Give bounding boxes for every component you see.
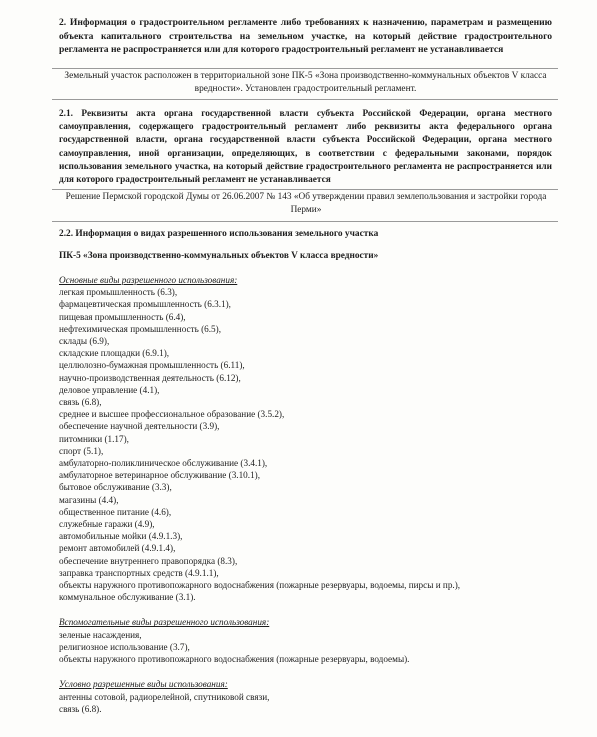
list-item: связь (6.8). xyxy=(59,703,102,714)
aux-uses-list xyxy=(59,629,552,666)
list-item: пищевая промышленность (6.4), xyxy=(59,311,186,322)
list-item: нефтехимическая промышленность (6.5), xyxy=(59,323,221,334)
list-item: бытовое обслуживание (3.3), xyxy=(59,482,172,493)
list-item: склады (6.9), xyxy=(59,336,110,347)
list-item: целлюлозно-бумажная промышленность (6.11), xyxy=(59,360,245,371)
list-item: коммунальное обслуживание (3.1). xyxy=(59,592,196,603)
list-item: амбулаторно-поликлиническое обслуживание (3.4.1), xyxy=(59,458,268,469)
list-item: магазины (4.4), xyxy=(59,494,119,505)
list-item: ремонт автомобилей (4.9.1.4), xyxy=(59,543,176,554)
section-2-body: Земельный участок расположен в территориальной зоне ПК-5 «Зона производственно-коммунальных объектов V класса вредности». Установлен градостроительный регламент. xyxy=(64,71,547,94)
list-item: спорт (5.1), xyxy=(59,445,104,456)
conditional-uses-heading: Условно разрешенные виды использования: xyxy=(59,679,228,690)
list-item: автомобильные мойки (4.9.1.3), xyxy=(59,531,183,542)
list-item: складские площадки (6.9.1), xyxy=(59,348,170,359)
list-item: питомники (1.17), xyxy=(59,433,129,444)
main-uses-list xyxy=(59,286,552,603)
list-item: среднее и высшее профессиональное образование (3.5.2), xyxy=(59,409,285,420)
main-uses-heading: Основные виды разрешенного использования: xyxy=(59,275,238,285)
list-item: зеленые насаждения, xyxy=(59,629,142,640)
divider xyxy=(52,221,558,222)
spacer xyxy=(59,603,552,616)
list-item: антенны сотовой, радиорелейной, спутниковой связи, xyxy=(59,691,270,702)
permitted-uses xyxy=(59,274,552,715)
list-item: обеспечение научной деятельности (3.9), xyxy=(59,421,220,432)
list-item: общественное питание (4.6), xyxy=(59,506,172,517)
list-item: деловое управление (4.1), xyxy=(59,384,160,395)
section-2-2-title: 2.2. Информация о видах разрешенного использования земельного участка xyxy=(59,229,379,239)
aux-uses-heading: Вспомогательные виды разрешенного использования: xyxy=(59,617,270,628)
list-item: заправка транспортных средств (4.9.1.1), xyxy=(59,567,219,578)
list-item: фармацевтическая промышленность (6.3.1), xyxy=(59,299,231,310)
list-item: легкая промышленность (6.3), xyxy=(59,287,178,298)
divider xyxy=(52,99,558,100)
list-item: обеспечение внутреннего правопорядка (8.3), xyxy=(59,555,238,566)
list-item: служебные гаражи (4.9), xyxy=(59,519,155,530)
section-2-title: 2. Информация о градостроительном регламенте либо требованиях к назначению, параметрам и размещению объекта капитального строительства на земельном участке, на который действие градостроительного регламента не распространяется или для которого градостроительный регламент не устанавливается xyxy=(59,17,552,56)
spacer xyxy=(59,665,552,678)
list-item: объекты наружного противопожарного водоснабжения (пожарные резервуары, водоемы). xyxy=(59,654,410,665)
divider xyxy=(52,68,558,69)
section-2-1-body: Решение Пермской городской Думы от 26.06.2007 № 143 «Об утверждении правил землепользования и застройки города Перми» xyxy=(65,192,547,215)
divider xyxy=(52,189,558,190)
section-2-1-title: 2.1. Реквизиты акта органа государственной власти субъекта Российской Федерации, органа местного самоуправления, содержащего градостроительный регламент либо реквизиты акта федерального органа государственной власти, органа государственной власти субъекта Российской Федерации, органа местного самоуправления, иной организации, определяющих, в соответствии с федеральными законами, порядок использования земельного участка, на который действие градостроительного регламента не распространяется или для которого градостроительный регламент не устанавливается xyxy=(59,109,552,186)
list-item: объекты наружного противопожарного водоснабжения (пожарные резервуары, водоемы, пирсы и пр.), xyxy=(59,580,461,591)
list-item: религиозное использование (3.7), xyxy=(59,641,190,652)
conditional-uses-list xyxy=(59,691,552,715)
zone-title: ПК-5 «Зона производственно-коммунальных объектов V класса вредности» xyxy=(59,251,379,261)
list-item: амбулаторное ветеринарное обслуживание (3.10.1), xyxy=(59,470,261,481)
list-item: научно-производственная деятельность (6.12), xyxy=(59,372,241,383)
list-item: связь (6.8), xyxy=(59,397,102,408)
